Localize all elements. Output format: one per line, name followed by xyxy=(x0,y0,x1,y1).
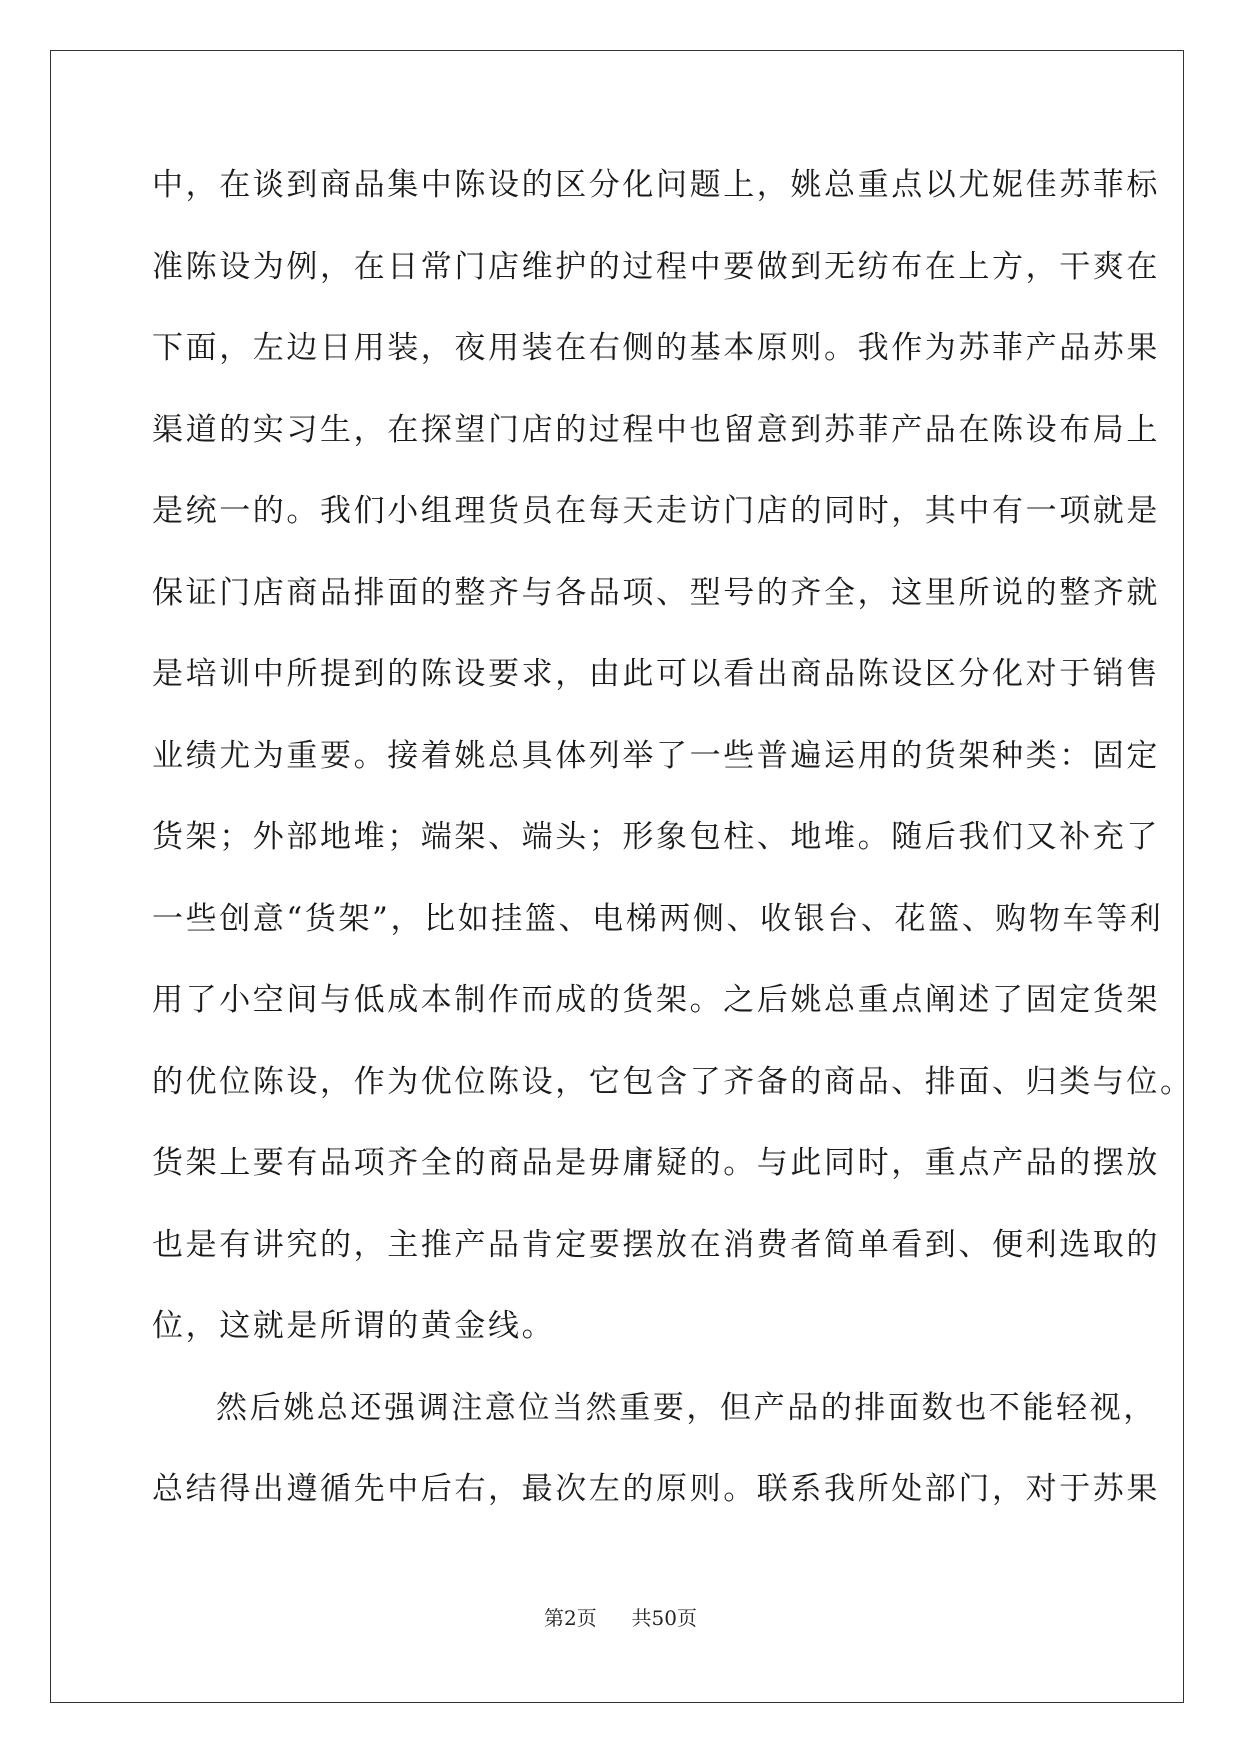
text-line: 总结得出遵循先中后右，最次左的原则。联系我所处部门，对于苏果 xyxy=(152,1471,1160,1507)
text-line: 一些创意“货架”，比如挂篮、电梯两侧、收银台、花篮、购物车等利 xyxy=(152,900,1164,937)
text-line: 业绩尤为重要。接着姚总具体列举了一些普遍运用的货架种类：固定 xyxy=(152,737,1160,774)
text-line: 下面，左边日用装，夜用装在右侧的基本原则。我作为苏菲产品苏果 xyxy=(152,330,1160,366)
text-line: 保证门店商品排面的整齐与各品项、型号的齐全，这里所说的整齐就 xyxy=(152,574,1160,611)
text-line: 中，在谈到商品集中陈设的区分化问题上，姚总重点以尤妮佳苏菲标 xyxy=(152,167,1160,203)
paragraph-first-line: 然后姚总还强调注意位当然重要，但产品的排面数也不能轻视， xyxy=(216,1389,1157,1426)
text-line: 是统一的。我们小组理货员在每天走访门店的同时，其中有一项就是 xyxy=(152,493,1160,529)
text-line: 货架上要有品项齐全的商品是毋庸疑的。与此同时，重点产品的摆放 xyxy=(152,1145,1160,1181)
page-number: 第2页 xyxy=(544,1606,597,1630)
text-line: 是培训中所提到的陈设要求，由此可以看出商品陈设区分化对于销售 xyxy=(152,656,1160,692)
total-pages: 共50页 xyxy=(631,1606,697,1630)
text-line: 货架；外部地堆；端架、端头；形象包柱、地堆。随后我们又补充了 xyxy=(152,819,1160,855)
page-footer xyxy=(0,1602,1241,1631)
text-line: 准陈设为例，在日常门店维护的过程中要做到无纺布在上方，干爽在 xyxy=(152,248,1160,285)
text-line: 位，这就是所谓的黄金线。 xyxy=(152,1308,556,1344)
text-line: 用了小空间与低成本制作而成的货架。之后姚总重点阐述了固定货架 xyxy=(152,982,1160,1018)
text-line: 渠道的实习生，在探望门店的过程中也留意到苏菲产品在陈设布局上 xyxy=(152,411,1160,448)
text-line: 也是有讲究的，主推产品肯定要摆放在消费者简单看到、便利选取的 xyxy=(152,1226,1160,1263)
document-body xyxy=(152,157,1194,1543)
text-line: 的优位陈设，作为优位陈设，它包含了齐备的商品、排面、归类与位。 xyxy=(152,1063,1194,1100)
